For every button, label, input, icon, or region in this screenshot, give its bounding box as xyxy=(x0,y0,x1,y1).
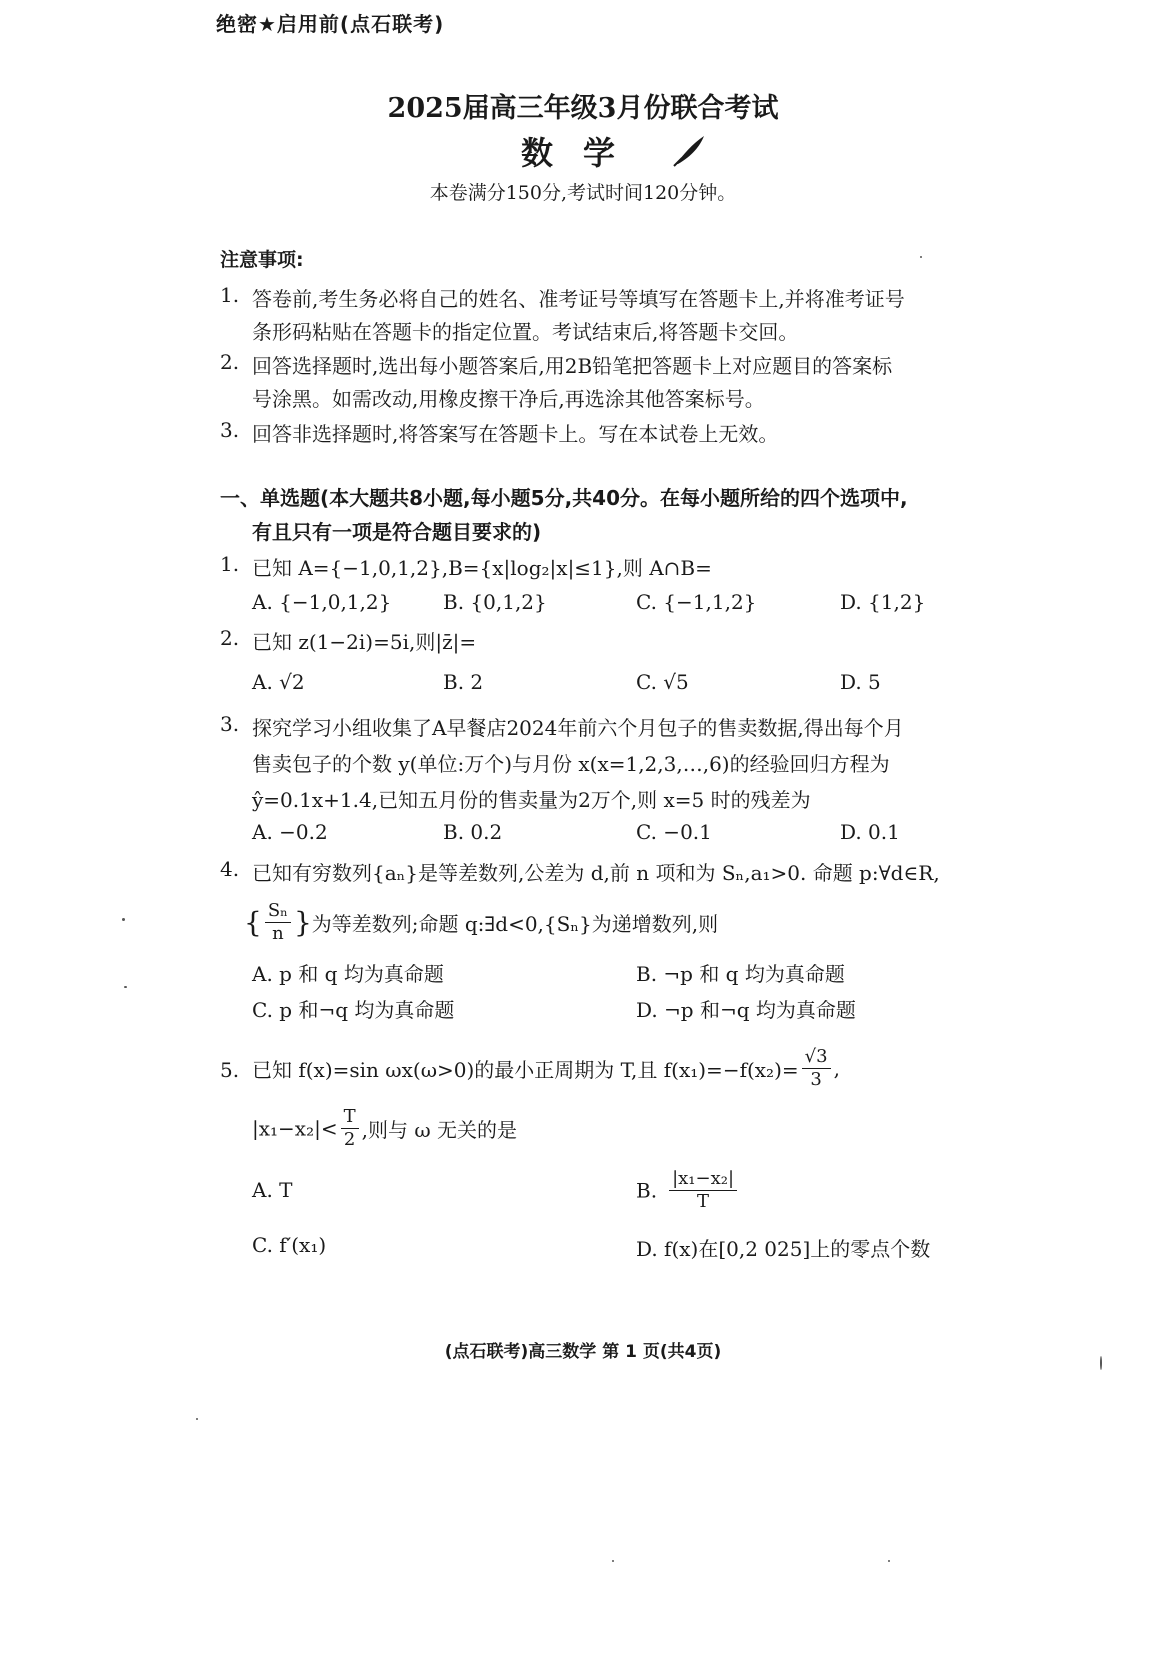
option-label: B. xyxy=(636,1178,658,1203)
option-d: D. 0.1 xyxy=(840,820,900,844)
notice-line: 条形码粘贴在答题卡的指定位置。考试结束后,将答题卡交回。 xyxy=(252,320,799,344)
exam-title: 2025届高三年级3月份联合考试 xyxy=(387,93,779,124)
confidential-label: 绝密★启用前(点石联考) xyxy=(216,12,445,36)
option-c: C. √5 xyxy=(636,670,689,694)
section-heading-cont: 有且只有一项是符合题目要求的) xyxy=(252,520,542,544)
notice-num: 2. xyxy=(220,350,240,374)
option-a: A. T xyxy=(252,1178,293,1202)
question-stem: 已知有穷数列{aₙ}是等差数列,公差为 d,前 n 项和为 Sₙ,a₁>0. 命题 p:∀d∈R, xyxy=(252,861,940,885)
brace-left: { xyxy=(244,906,262,939)
scan-speck xyxy=(612,1560,614,1562)
stem-text: 为等差数列;命题 q:∃d<0,{Sₙ}为递增数列,则 xyxy=(311,912,719,936)
question-stem-cont xyxy=(252,1106,517,1151)
stem-text: ,则与 ω 无关的是 xyxy=(361,1118,517,1142)
subject-title: 数学 xyxy=(520,134,645,172)
option-c: C. {−1,1,2} xyxy=(636,590,757,614)
notice-line: 回答非选择题时,将答案写在答题卡上。写在本试卷上无效。 xyxy=(252,422,779,446)
notice-line: 号涂黑。如需改动,用橡皮擦干净后,再选涂其他答案标号。 xyxy=(252,387,765,411)
page-footer: (点石联考)高三数学 第 1 页(共4页) xyxy=(444,1342,722,1362)
fraction-numerator: Sₙ xyxy=(265,900,291,923)
fraction-denominator: T xyxy=(697,1191,710,1212)
scan-speck xyxy=(124,986,127,988)
notice-line: 答卷前,考生务必将自己的姓名、准考证号等填写在答题卡上,并将准考证号 xyxy=(252,287,905,311)
scan-speck xyxy=(122,918,125,921)
question-number: 3. xyxy=(220,712,240,736)
option-a: A. −0.2 xyxy=(252,820,328,844)
option-a: A. p 和 q 均为真命题 xyxy=(252,962,444,986)
brace-right: } xyxy=(293,906,312,939)
question-stem: 已知 z(1−2i)=5i,则|z̄|= xyxy=(252,630,477,654)
question-number: 2. xyxy=(220,626,240,650)
notice-num: 3. xyxy=(220,418,240,442)
fraction xyxy=(341,1106,359,1151)
scan-speck xyxy=(920,256,922,258)
option-c: C. f′(x₁) xyxy=(252,1233,327,1257)
option-a: A. √2 xyxy=(252,670,305,694)
option-d: D. 5 xyxy=(840,670,881,694)
question-stem-cont xyxy=(244,900,718,945)
question-number: 4. xyxy=(220,857,240,881)
question-stem xyxy=(252,1046,840,1091)
question-stem-cont: 售卖包子的个数 y(单位:万个)与月份 x(x=1,2,3,…,6)的经验回归方程为 xyxy=(252,752,890,776)
fraction xyxy=(669,1168,737,1213)
section-heading: 一、单选题(本大题共8小题,每小题5分,共40分。在每小题所给的四个选项中, xyxy=(220,486,908,510)
fraction-numerator: T xyxy=(341,1106,359,1129)
fraction-numerator: √3 xyxy=(802,1046,831,1069)
option-b: B. {0,1,2} xyxy=(443,590,547,614)
question-number: 5. xyxy=(220,1058,240,1082)
option-b: B. 0.2 xyxy=(443,820,503,844)
fraction-numerator: |x₁−x₂| xyxy=(669,1168,737,1191)
notice-heading: 注意事项: xyxy=(220,249,304,271)
scan-speck xyxy=(1100,1356,1102,1370)
scan-speck xyxy=(196,1418,198,1420)
fraction-denominator: 2 xyxy=(343,1129,356,1150)
option-b xyxy=(636,1168,740,1213)
option-a: A. {−1,0,1,2} xyxy=(252,590,392,614)
fraction-denominator: 3 xyxy=(810,1069,822,1090)
option-b: B. 2 xyxy=(443,670,484,694)
notice-num: 1. xyxy=(220,283,240,307)
question-stem-cont: ŷ=0.1x+1.4,已知五月份的售卖量为2万个,则 x=5 时的残差为 xyxy=(252,788,811,812)
option-d: D. f(x)在[0,2 025]上的零点个数 xyxy=(636,1237,931,1261)
stem-text: |x₁−x₂|< xyxy=(252,1116,338,1141)
quill-mark-icon xyxy=(670,132,710,168)
question-number: 1. xyxy=(220,552,240,576)
option-d: D. ¬p 和¬q 均为真命题 xyxy=(636,998,856,1022)
notice-line: 回答选择题时,选出每小题答案后,用2B铅笔把答题卡上对应题目的答案标 xyxy=(252,354,893,378)
fraction xyxy=(265,900,291,945)
question-stem: 探究学习小组收集了A早餐店2024年前六个月包子的售卖数据,得出每个月 xyxy=(252,716,904,740)
option-d: D. {1,2} xyxy=(840,590,926,614)
option-b: B. ¬p 和 q 均为真命题 xyxy=(636,962,845,986)
comma: , xyxy=(833,1056,840,1081)
question-stem: 已知 A={−1,0,1,2},B={x|log₂|x|≤1},则 A∩B= xyxy=(252,556,712,580)
option-c: C. p 和¬q 均为真命题 xyxy=(252,998,455,1022)
fraction xyxy=(802,1046,831,1091)
exam-info: 本卷满分150分,考试时间120分钟。 xyxy=(429,182,737,204)
stem-text: 已知 f(x)=sin ωx(ω>0)的最小正周期为 T,且 f(x₁)=−f(x₂)= xyxy=(252,1058,799,1082)
option-c: C. −0.1 xyxy=(636,820,712,844)
scan-speck xyxy=(888,1560,890,1562)
fraction-denominator: n xyxy=(272,923,284,944)
